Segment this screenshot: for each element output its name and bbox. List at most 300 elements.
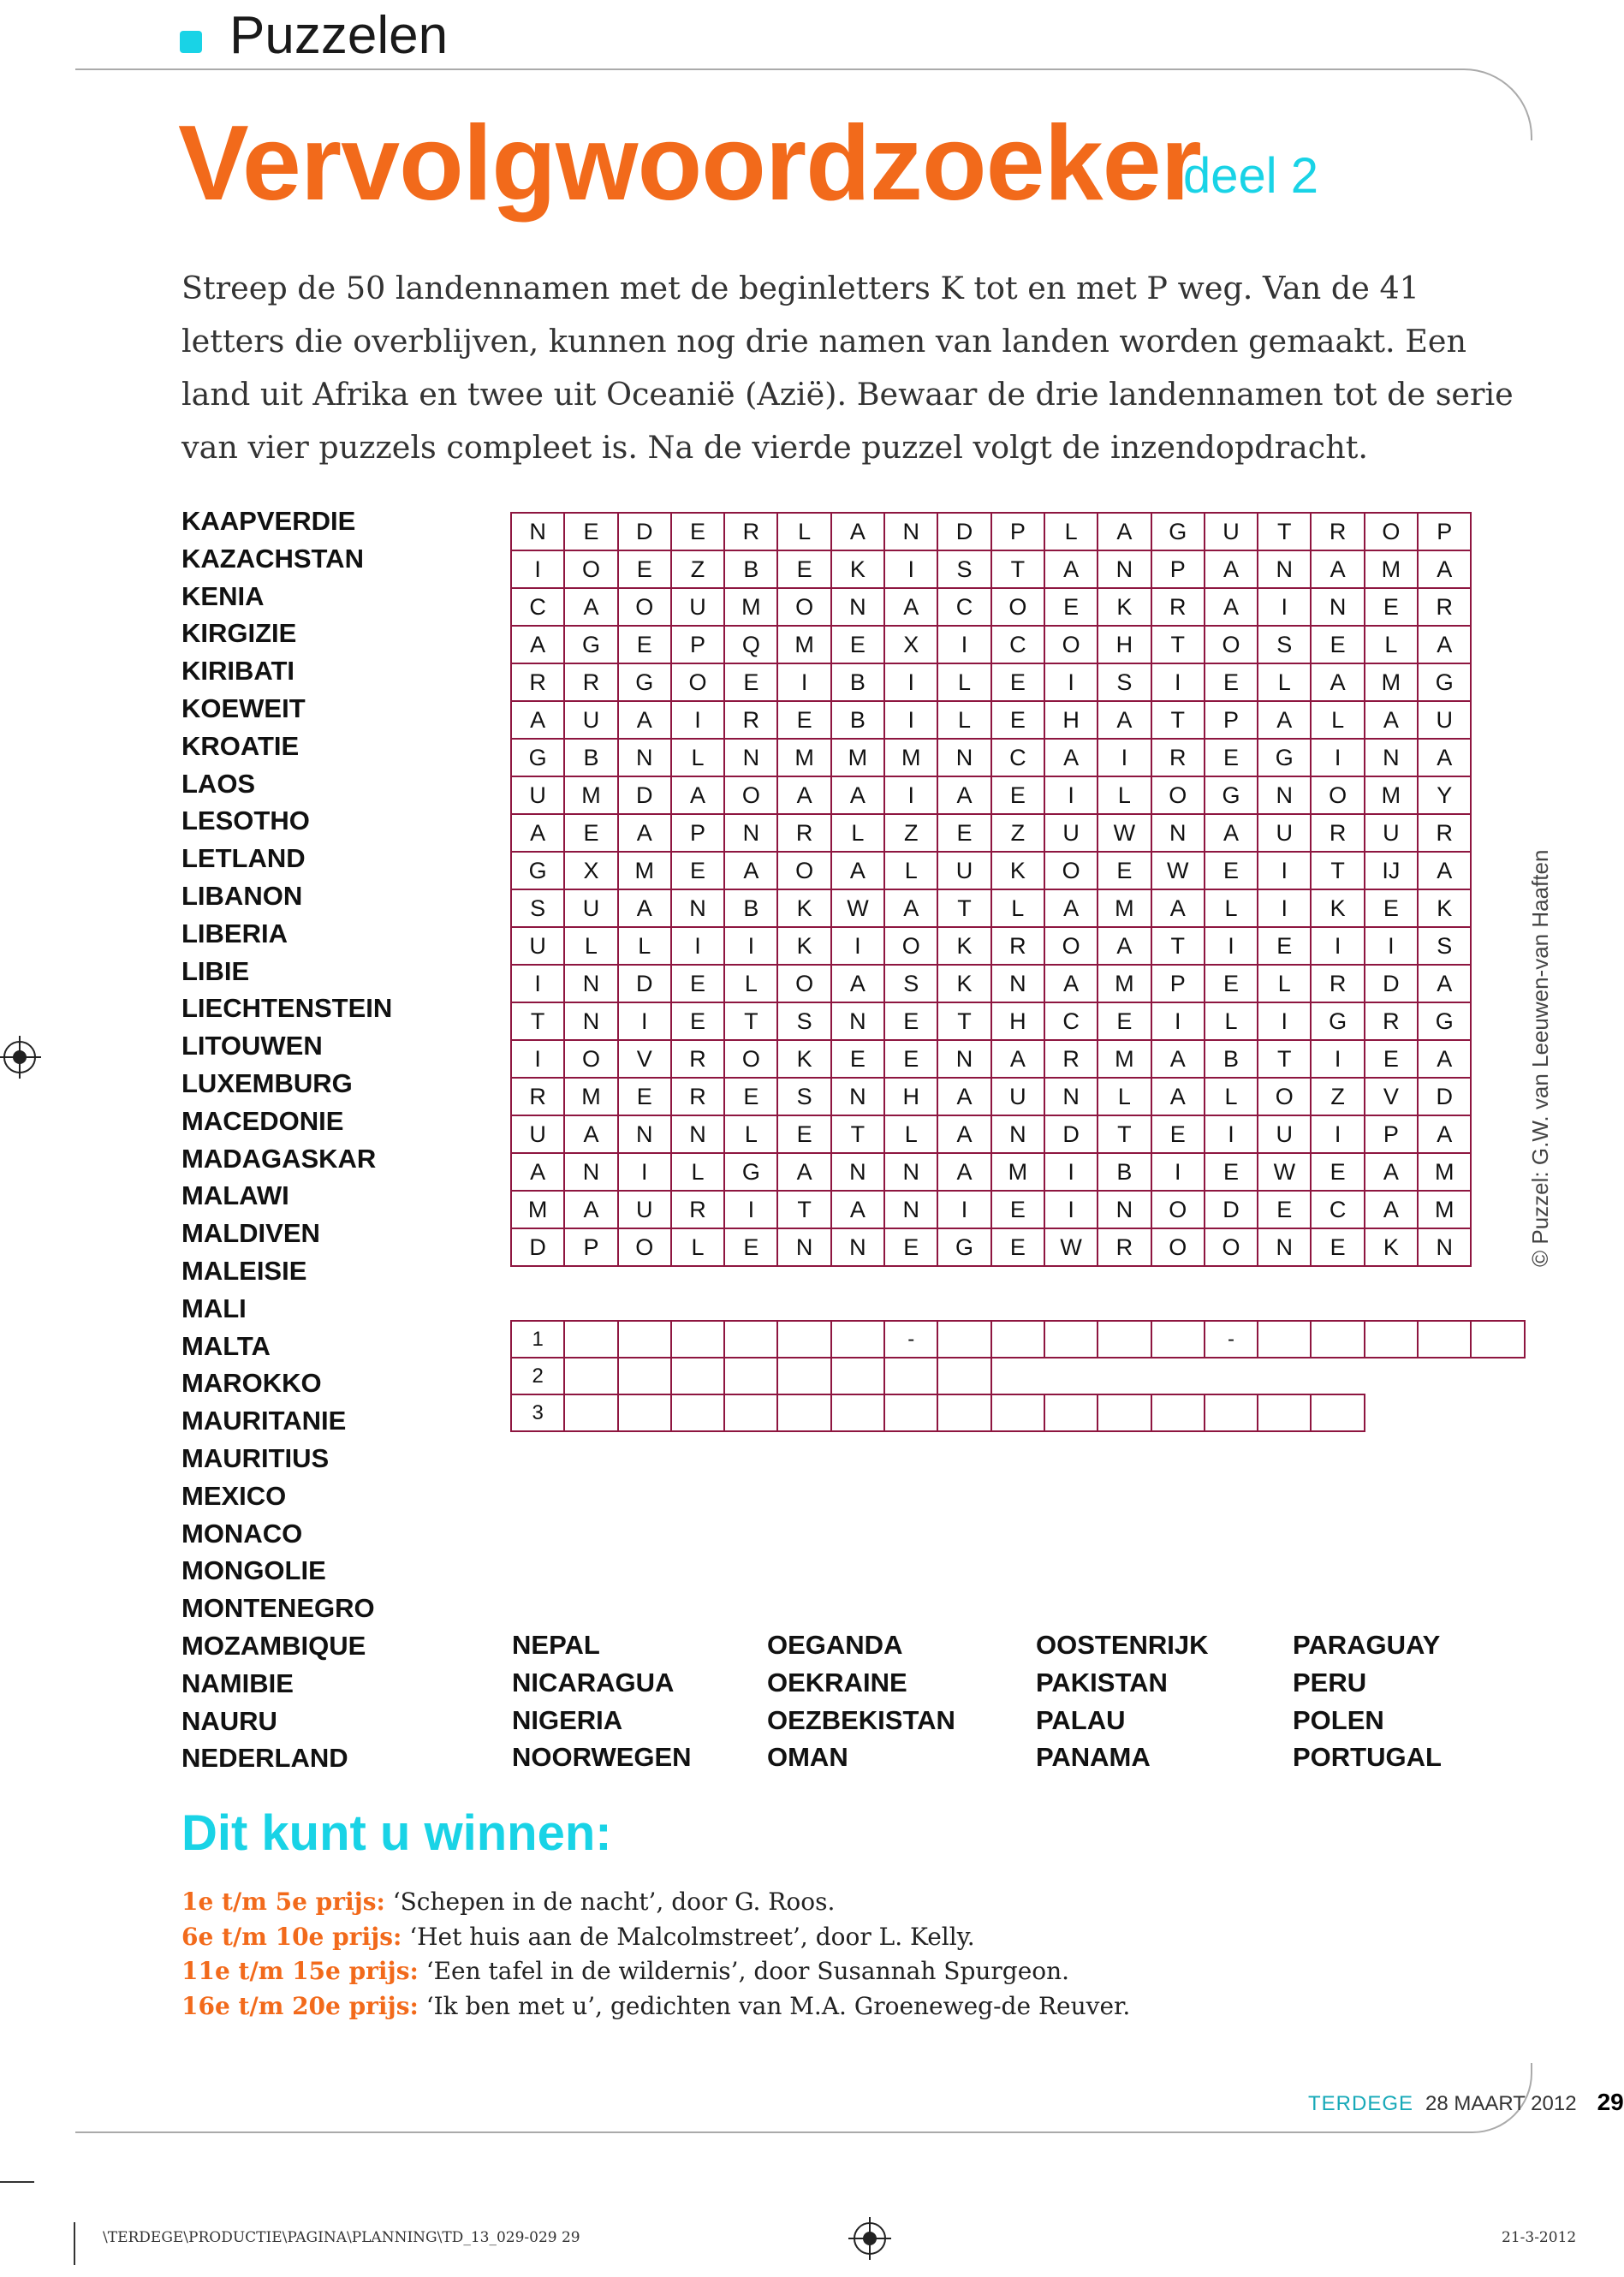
answer-cell[interactable] [1258,1394,1311,1431]
grid-cell: E [1311,1153,1364,1191]
grid-cell: O [671,663,724,701]
grid-cell: I [1365,927,1418,965]
grid-cell: N [1418,1228,1471,1266]
grid-cell: I [1044,1191,1098,1228]
grid-cell: A [1098,513,1151,550]
grid-cell: A [511,1153,564,1191]
answer-cell[interactable] [777,1358,830,1394]
answer-cell[interactable] [671,1321,724,1358]
word-column-3 [1036,1626,1209,1776]
answer-cell[interactable] [831,1394,884,1431]
answer-cell[interactable] [1471,1321,1524,1358]
grid-cell: A [1205,814,1258,852]
grid-cell: O [1151,776,1205,814]
grid-cell: L [1205,1078,1258,1115]
answer-cell[interactable] [724,1394,777,1431]
magazine-name: TERDEGE [1308,2092,1414,2115]
answer-cell[interactable] [937,1358,990,1394]
grid-cell: U [1205,513,1258,550]
grid-cell: U [511,927,564,965]
word-list-item: LITOUWEN [181,1031,323,1061]
grid-cell: R [671,1191,724,1228]
grid-cell: A [937,1115,990,1153]
answer-cell[interactable] [831,1321,884,1358]
word-list-item: PERU [1293,1667,1367,1697]
grid-cell: A [618,889,671,927]
grid-cell: A [831,513,884,550]
grid-cell: U [991,1078,1044,1115]
grid-cell: I [1044,776,1098,814]
answer-cell[interactable] [937,1321,990,1358]
prizes-title: Dit kunt u winnen: [181,1805,612,1861]
prize-item [181,1885,1130,1920]
grid-cell: E [1205,965,1258,1002]
word-list-item: LAOS [181,768,256,799]
answer-cell[interactable] [564,1358,617,1394]
word-list-item: MALAWI [181,1180,289,1211]
grid-cell: I [511,965,564,1002]
grid-cell: B [724,889,777,927]
word-list-item: OEZBEKISTAN [767,1704,955,1735]
grid-cell: A [564,1191,617,1228]
grid-cell: P [1151,550,1205,588]
grid-row [511,852,1471,889]
grid-cell: W [1098,814,1151,852]
word-list-item: NAMIBIE [181,1668,294,1698]
answer-cell[interactable] [1418,1321,1471,1358]
grid-cell: E [1151,1115,1205,1153]
grid-cell: Z [991,814,1044,852]
grid-cell: E [991,776,1044,814]
grid-cell: E [1098,852,1151,889]
grid-cell: S [777,1002,830,1040]
word-list-item: KAZACHSTAN [181,543,364,574]
grid-cell: R [777,814,830,852]
answer-row-number: 1 [511,1321,564,1358]
grid-cell: O [1311,776,1364,814]
grid-cell: L [724,1115,777,1153]
grid-cell: K [1311,889,1364,927]
word-list-item: POLEN [1293,1704,1384,1735]
grid-cell: I [724,1191,777,1228]
prize-rank: 11e t/m 15e prijs: [181,1957,419,1985]
grid-cell: H [1098,626,1151,663]
answer-cell[interactable] [618,1321,671,1358]
answer-cell[interactable]: - [884,1321,937,1358]
grid-cell: A [1365,1191,1418,1228]
word-list-item: MONACO [181,1518,303,1549]
grid-cell: I [671,701,724,739]
grid-cell: M [1098,965,1151,1002]
grid-cell: O [884,927,937,965]
letter-grid [510,512,1472,1267]
grid-cell: G [724,1153,777,1191]
issue-date: 28 MAART 2012 [1425,2092,1577,2115]
section-label: Puzzelen [229,6,449,65]
grid-cell: L [564,927,617,965]
grid-cell: A [1098,927,1151,965]
grid-cell: N [884,1153,937,1191]
answer-cell[interactable] [884,1394,937,1431]
word-list-item: LUXEMBURG [181,1067,353,1098]
grid-cell: R [511,663,564,701]
answer-cell[interactable] [1151,1321,1205,1358]
grid-cell: L [724,965,777,1002]
answer-cell[interactable] [618,1394,671,1431]
word-list-item: OEGANDA [767,1630,903,1660]
page-subtitle: deel 2 [1183,148,1319,204]
grid-cell: A [831,1191,884,1228]
word-list-item: LIBERIA [181,918,288,948]
grid-cell: K [777,889,830,927]
grid-cell: T [1258,513,1311,550]
grid-cell: O [724,1040,777,1078]
grid-cell: I [1151,1153,1205,1191]
answer-cell[interactable] [991,1321,1044,1358]
grid-cell: W [1151,852,1205,889]
grid-cell: E [937,814,990,852]
grid-cell: O [618,1228,671,1266]
answer-cell[interactable] [1258,1321,1311,1358]
grid-cell: A [618,701,671,739]
word-list-item: LIECHTENSTEIN [181,993,393,1024]
grid-cell: A [831,776,884,814]
prize-item [181,1954,1130,1989]
grid-cell: R [1418,588,1471,626]
answer-row [511,1321,1578,1358]
grid-cell: G [1418,663,1471,701]
grid-cell: E [724,1228,777,1266]
answer-cell[interactable] [884,1358,937,1394]
answer-cell[interactable] [777,1394,830,1431]
grid-cell: D [1418,1078,1471,1115]
grid-cell: P [1205,701,1258,739]
grid-cell: B [1098,1153,1151,1191]
grid-cell: M [1418,1153,1471,1191]
word-list-item: MALDIVEN [181,1218,320,1249]
grid-cell: I [1258,588,1311,626]
grid-cell: G [511,739,564,776]
grid-cell: E [1205,739,1258,776]
answer-spacer [1525,1358,1578,1394]
answer-cell[interactable] [831,1358,884,1394]
answer-spacer [1044,1358,1098,1394]
grid-cell: E [991,1228,1044,1266]
grid-cell: N [991,965,1044,1002]
grid-cell: I [618,1153,671,1191]
grid-cell: E [724,1078,777,1115]
grid-cell: I [777,663,830,701]
grid-cell: E [1311,1228,1364,1266]
grid-cell: N [777,1228,830,1266]
grid-cell: A [1205,550,1258,588]
word-list-item: NEDERLAND [181,1743,348,1774]
grid-cell: L [884,1115,937,1153]
grid-cell: T [1311,852,1364,889]
grid-cell: S [1098,663,1151,701]
grid-cell: B [1205,1040,1258,1078]
word-list-item: PARAGUAY [1293,1630,1441,1660]
grid-cell: R [1311,814,1364,852]
answer-spacer [1525,1321,1578,1358]
answer-cell[interactable] [724,1358,777,1394]
grid-cell: I [884,663,937,701]
grid-cell: V [1365,1078,1418,1115]
answer-cell[interactable] [1151,1394,1205,1431]
grid-cell: G [1258,739,1311,776]
grid-cell: A [1044,889,1098,927]
answer-cell[interactable] [671,1358,724,1394]
grid-cell: D [618,776,671,814]
grid-cell: A [1418,739,1471,776]
grid-cell: A [777,776,830,814]
prize-list [181,1885,1130,2024]
grid-cell: B [564,739,617,776]
grid-cell: O [777,852,830,889]
grid-cell: T [1258,1040,1311,1078]
grid-cell: K [937,965,990,1002]
word-list-item: MONGOLIE [181,1555,326,1586]
answer-cell[interactable] [937,1394,990,1431]
grid-cell: A [937,776,990,814]
grid-cell: L [618,927,671,965]
grid-cell: E [831,1040,884,1078]
grid-cell: I [831,927,884,965]
answer-cell[interactable]: - [1205,1321,1258,1358]
grid-cell: U [511,776,564,814]
answer-cell[interactable] [724,1321,777,1358]
grid-cell: N [1258,1228,1311,1266]
grid-cell: I [511,1040,564,1078]
grid-cell: I [884,550,937,588]
grid-cell: E [1258,927,1311,965]
grid-cell: K [1418,889,1471,927]
grid-cell: L [671,739,724,776]
grid-cell: S [777,1078,830,1115]
grid-row [511,776,1471,814]
word-list-item: KROATIE [181,730,300,761]
grid-cell: L [831,814,884,852]
answer-row [511,1358,1578,1394]
answer-cell[interactable] [1365,1321,1418,1358]
grid-cell: E [1365,588,1418,626]
grid-cell: U [564,889,617,927]
grid-cell: M [1098,889,1151,927]
grid-cell: A [1151,889,1205,927]
page-number: 29 [1597,2089,1624,2115]
grid-cell: E [991,663,1044,701]
grid-cell: M [618,852,671,889]
grid-cell: W [1044,1228,1098,1266]
grid-cell: N [564,1002,617,1040]
grid-cell: E [1311,626,1364,663]
answer-cell[interactable] [671,1394,724,1431]
grid-cell: R [1098,1228,1151,1266]
grid-cell: E [884,1002,937,1040]
answer-spacer [991,1358,1044,1394]
grid-cell: M [777,626,830,663]
grid-cell: A [1311,663,1364,701]
word-list-item: OMAN [767,1742,848,1773]
grid-cell: A [1151,1078,1205,1115]
grid-cell: R [511,1078,564,1115]
grid-cell: I [1205,1115,1258,1153]
answer-spacer [1311,1358,1364,1394]
grid-cell: M [1098,1040,1151,1078]
grid-cell: D [511,1228,564,1266]
grid-cell: N [671,1115,724,1153]
answer-cell[interactable] [1098,1394,1151,1431]
grid-cell: E [1205,663,1258,701]
grid-cell: L [937,663,990,701]
word-list-item: MALTA [181,1330,271,1361]
registration-mark-icon [854,2222,886,2255]
grid-cell: E [618,550,671,588]
grid-cell: K [777,1040,830,1078]
word-list-item: NIGERIA [512,1704,623,1735]
grid-row [511,663,1471,701]
grid-cell: A [1365,1153,1418,1191]
prize-rank: 6e t/m 10e prijs: [181,1922,402,1951]
grid-cell: N [1151,814,1205,852]
grid-cell: M [724,588,777,626]
answer-cell[interactable] [564,1321,617,1358]
grid-cell: S [511,889,564,927]
answer-cell[interactable] [1098,1321,1151,1358]
answer-cell[interactable] [777,1321,830,1358]
grid-cell: R [1151,739,1205,776]
grid-cell: L [1098,776,1151,814]
word-list-item: NAURU [181,1705,277,1736]
grid-cell: G [564,626,617,663]
grid-cell: K [1365,1228,1418,1266]
answer-cell[interactable] [564,1394,617,1431]
grid-cell: I [1311,1115,1364,1153]
grid-cell: T [937,1002,990,1040]
grid-cell: N [991,1115,1044,1153]
grid-cell: A [937,1153,990,1191]
grid-cell: N [564,965,617,1002]
grid-row [511,1040,1471,1078]
grid-cell: M [1365,776,1418,814]
grid-cell: T [1151,701,1205,739]
grid-cell: A [1365,701,1418,739]
grid-cell: S [1258,626,1311,663]
grid-cell: K [777,927,830,965]
grid-cell: A [884,588,937,626]
grid-cell: N [831,1078,884,1115]
grid-cell: I [511,550,564,588]
grid-cell: P [671,814,724,852]
grid-cell: N [618,739,671,776]
grid-cell: T [1151,626,1205,663]
grid-row [511,626,1471,663]
grid-cell: H [884,1078,937,1115]
grid-cell: A [1418,852,1471,889]
grid-cell: E [777,701,830,739]
section-bullet [180,31,202,53]
word-list-item: NICARAGUA [512,1667,675,1697]
answer-cell[interactable] [1044,1321,1098,1358]
grid-cell: R [1311,965,1364,1002]
grid-cell: E [1098,1002,1151,1040]
grid-cell: IJ [1365,852,1418,889]
grid-cell: E [884,1040,937,1078]
word-list-item: LIBIE [181,955,250,986]
grid-cell: R [671,1040,724,1078]
grid-cell: E [991,701,1044,739]
grid-cell: B [831,701,884,739]
grid-cell: R [1044,1040,1098,1078]
grid-cell: L [1365,626,1418,663]
answer-spacer [1471,1358,1524,1394]
word-list-item: LIBANON [181,880,303,911]
answer-cell[interactable] [1205,1394,1258,1431]
grid-cell: Z [1311,1078,1364,1115]
grid-cell: U [564,701,617,739]
grid-cell: A [1205,588,1258,626]
answer-spacer [1365,1394,1418,1431]
page-footer [1308,2089,1624,2116]
grid-cell: K [991,852,1044,889]
grid-cell: N [618,1115,671,1153]
grid-cell: E [1205,852,1258,889]
grid-cell: M [1365,550,1418,588]
grid-cell: C [1311,1191,1364,1228]
grid-cell: L [671,1153,724,1191]
grid-cell: M [777,739,830,776]
answer-cell[interactable] [618,1358,671,1394]
grid-cell: L [1044,513,1098,550]
word-list-item: KIRGIZIE [181,618,297,649]
grid-cell: E [1365,1040,1418,1078]
grid-cell: D [1205,1191,1258,1228]
grid-cell: N [1258,776,1311,814]
grid-cell: N [831,1153,884,1191]
grid-cell: U [511,1115,564,1153]
grid-cell: C [1044,1002,1098,1040]
answer-spacer [1365,1358,1418,1394]
grid-cell: Z [884,814,937,852]
grid-cell: A [1311,550,1364,588]
grid-cell: N [1044,1078,1098,1115]
grid-cell: R [1365,1002,1418,1040]
grid-cell: G [511,852,564,889]
grid-cell: Y [1418,776,1471,814]
answer-row-number: 2 [511,1358,564,1394]
grid-cell: D [618,513,671,550]
grid-cell: A [618,814,671,852]
word-list-item: KOEWEIT [181,693,306,723]
grid-cell: H [991,1002,1044,1040]
grid-cell: A [937,1078,990,1115]
answer-cell[interactable] [1044,1394,1098,1431]
grid-cell: T [991,550,1044,588]
prize-rank: 16e t/m 20e prijs: [181,1991,419,2020]
grid-cell: O [1365,513,1418,550]
answer-cell[interactable] [1311,1321,1364,1358]
grid-cell: L [1258,965,1311,1002]
grid-cell: N [1098,550,1151,588]
grid-cell: A [511,814,564,852]
grid-cell: I [671,927,724,965]
grid-cell: U [1258,814,1311,852]
answer-cell[interactable] [1311,1394,1364,1431]
grid-row [511,1153,1471,1191]
grid-cell: N [1098,1191,1151,1228]
answer-cell[interactable] [991,1394,1044,1431]
grid-cell: A [1418,965,1471,1002]
